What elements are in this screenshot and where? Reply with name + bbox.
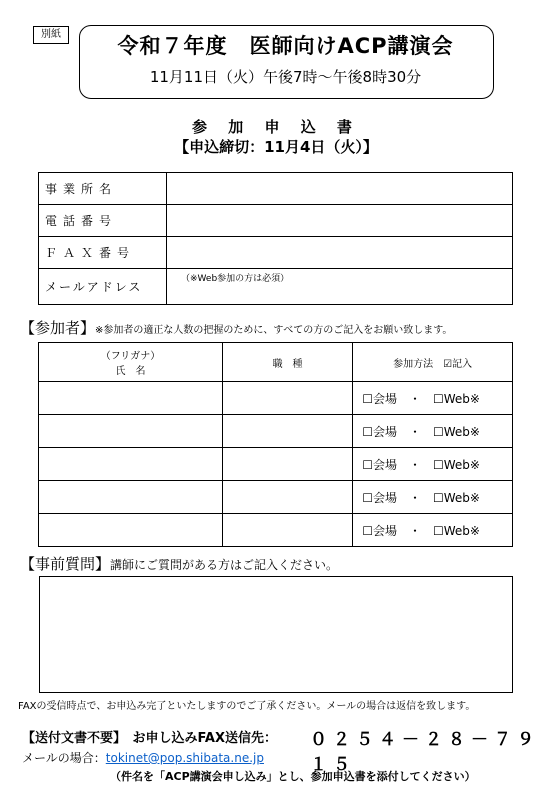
table-row — [39, 514, 513, 547]
participation-method-checkboxes[interactable]: ☐会場 ・ ☐Web※ — [353, 481, 513, 514]
office-name-field[interactable] — [167, 173, 513, 205]
attachment-tag: 別紙 — [33, 26, 69, 44]
form-title: 参 加 申 込 書 — [192, 118, 360, 136]
page-title: 令和７年度 医師向けACP講演会 — [117, 34, 454, 58]
applicant-table — [38, 172, 513, 305]
field-label-office: 事業所名 — [39, 173, 167, 205]
participant-job-field[interactable] — [222, 481, 352, 514]
fax-destination-line — [22, 727, 277, 746]
header-method: 参加方法 ☑記入 — [353, 343, 513, 382]
participation-method-checkboxes[interactable]: ☐会場 ・ ☐Web※ — [353, 382, 513, 415]
table-header-row — [39, 343, 513, 382]
participant-name-field[interactable] — [39, 481, 223, 514]
fax-field[interactable] — [167, 237, 513, 269]
questions-section-header — [20, 553, 338, 574]
email-note: （※Web参加の方は必須） — [181, 274, 290, 284]
mail-label: メールの場合： — [22, 751, 106, 765]
participant-name-field[interactable] — [39, 415, 223, 448]
participation-method-checkboxes[interactable]: ☐会場 ・ ☐Web※ — [353, 448, 513, 481]
table-row — [39, 481, 513, 514]
event-datetime: 11月11日（火）午後7時～午後8時30分 — [149, 68, 422, 86]
participation-method-checkboxes[interactable]: ☐会場 ・ ☐Web※ — [353, 514, 513, 547]
table-row — [39, 382, 513, 415]
field-label-email: メールアドレス — [39, 269, 167, 305]
email-link[interactable]: tokinet@pop.shibata.ne.jp — [105, 751, 264, 765]
table-row — [39, 415, 513, 448]
participants-note: ※参加者の適正な人数の把握のために、すべての方のご記入をお願い致します。 — [95, 325, 453, 336]
fax-receipt-note: FAXの受信時点で、お申込み完了といたしますのでご了承ください。メールの場合は返信を致します。 — [18, 701, 476, 712]
questions-note: 講師にご質問がある方はご記入ください。 — [110, 558, 339, 572]
field-label-phone: 電話番号 — [39, 205, 167, 237]
table-row — [39, 448, 513, 481]
participants-table — [38, 342, 513, 547]
field-label-fax: ＦＡＸ番号 — [39, 237, 167, 269]
participant-name-field[interactable] — [39, 448, 223, 481]
participant-name-field[interactable] — [39, 514, 223, 547]
header-job: 職 種 — [222, 343, 352, 382]
phone-field[interactable] — [167, 205, 513, 237]
participants-section-header — [20, 317, 452, 338]
participants-heading: 【参加者】 — [20, 319, 96, 337]
table-row — [39, 173, 513, 205]
participant-name-field[interactable] — [39, 382, 223, 415]
header-name — [39, 343, 223, 382]
table-row — [39, 237, 513, 269]
participation-method-checkboxes[interactable]: ☐会場 ・ ☐Web※ — [353, 415, 513, 448]
no-cover-label: 【送付文書不要】 — [22, 731, 120, 746]
fax-label: お申し込みFAX送信先： — [132, 731, 278, 746]
header-name-label: 氏 名 — [115, 366, 146, 377]
participant-job-field[interactable] — [222, 514, 352, 547]
email-line — [22, 749, 264, 766]
header-furigana: （フリガナ） — [100, 351, 161, 362]
fax-number: ０２５４－２８－７９１５ — [310, 730, 540, 775]
participant-job-field[interactable] — [222, 382, 352, 415]
deadline: 【申込締切：11月4日（火）】 — [174, 138, 378, 156]
table-row — [39, 269, 513, 305]
participant-job-field[interactable] — [222, 415, 352, 448]
questions-textarea[interactable] — [39, 576, 513, 693]
subject-note: （件名を「ACP講演会申し込み」とし、参加申込書を添付してください） — [110, 770, 476, 783]
table-row — [39, 205, 513, 237]
participant-job-field[interactable] — [222, 448, 352, 481]
email-field[interactable] — [167, 269, 513, 305]
questions-heading: 【事前質問】 — [20, 555, 111, 573]
